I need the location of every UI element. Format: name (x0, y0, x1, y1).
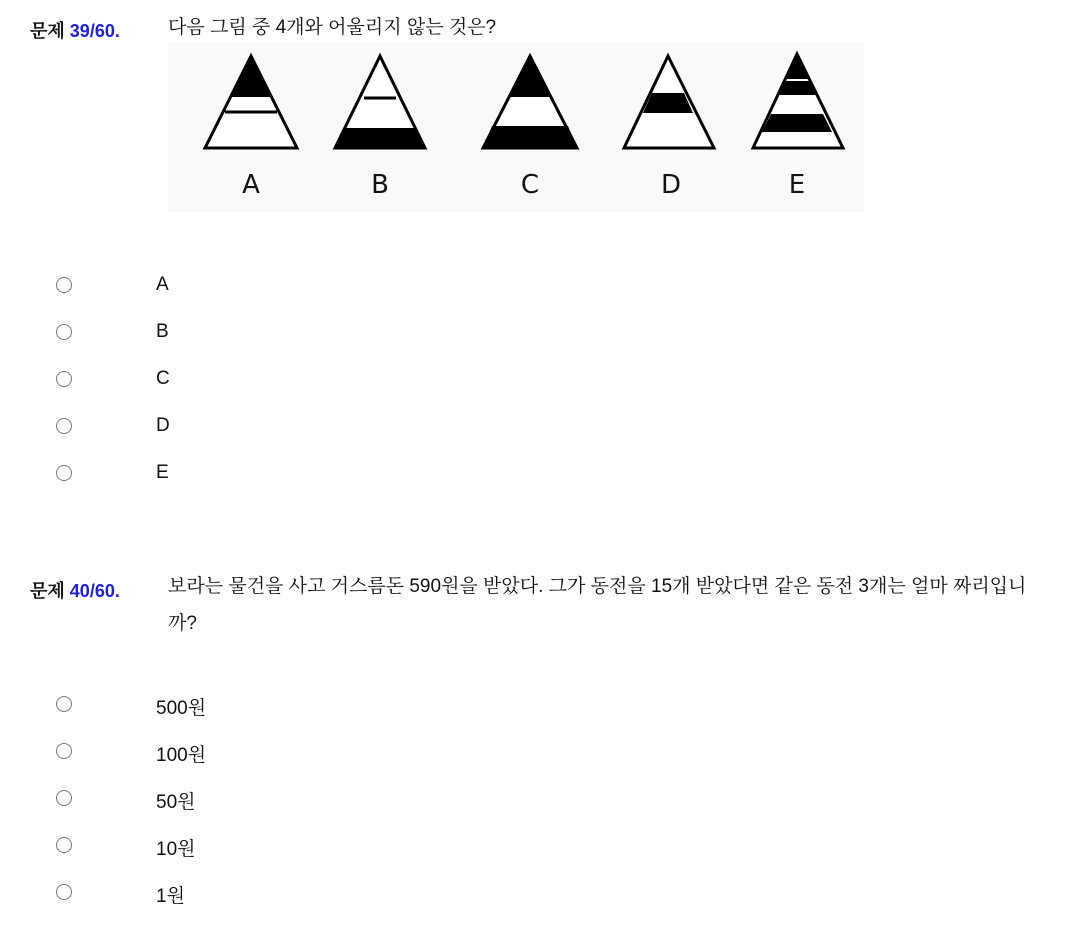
radio-button[interactable] (56, 837, 72, 853)
option-50[interactable] (0, 788, 700, 818)
option-label[interactable]: A (156, 274, 169, 295)
option-label[interactable]: 500원 (156, 698, 207, 719)
figure-label-e: E (788, 170, 806, 200)
option-label[interactable]: C (156, 368, 170, 389)
question-prefix: 문제 (30, 581, 65, 601)
radio-button[interactable] (56, 790, 72, 806)
question-header (30, 577, 120, 603)
option-label[interactable]: 100원 (156, 745, 207, 766)
radio-button[interactable] (56, 696, 72, 712)
radio-button[interactable] (56, 743, 72, 759)
option-1[interactable] (0, 882, 700, 912)
question-number: 40/60. (69, 581, 120, 601)
question-text-line-2: 까? (168, 613, 197, 634)
option-label[interactable]: D (156, 415, 170, 436)
option-500[interactable] (0, 694, 700, 724)
option-label[interactable]: 10원 (156, 839, 196, 860)
option-label[interactable]: 50원 (156, 792, 196, 813)
figure-label-a: A (242, 170, 260, 200)
option-label[interactable]: E (156, 462, 169, 483)
figure-label-b: B (371, 170, 389, 200)
question-text-line-1: 보라는 물건을 사고 거스름돈 590원을 받았다. 그가 동전을 15개 받았다면 같은 동전 3개는 얼마 짜리입니 (168, 576, 1027, 597)
figure-label-c: C (520, 170, 540, 200)
option-10[interactable] (0, 835, 700, 865)
radio-button[interactable] (56, 884, 72, 900)
question-number: 39/60. (69, 21, 120, 41)
question-prefix: 문제 (30, 21, 65, 41)
question-text: 다음 그림 중 4개와 어울리지 않는 것은? (168, 17, 497, 38)
option-label[interactable]: 1원 (156, 886, 185, 907)
figure-label-d: D (660, 170, 682, 200)
option-100[interactable] (0, 741, 700, 771)
option-label[interactable]: B (156, 321, 169, 342)
